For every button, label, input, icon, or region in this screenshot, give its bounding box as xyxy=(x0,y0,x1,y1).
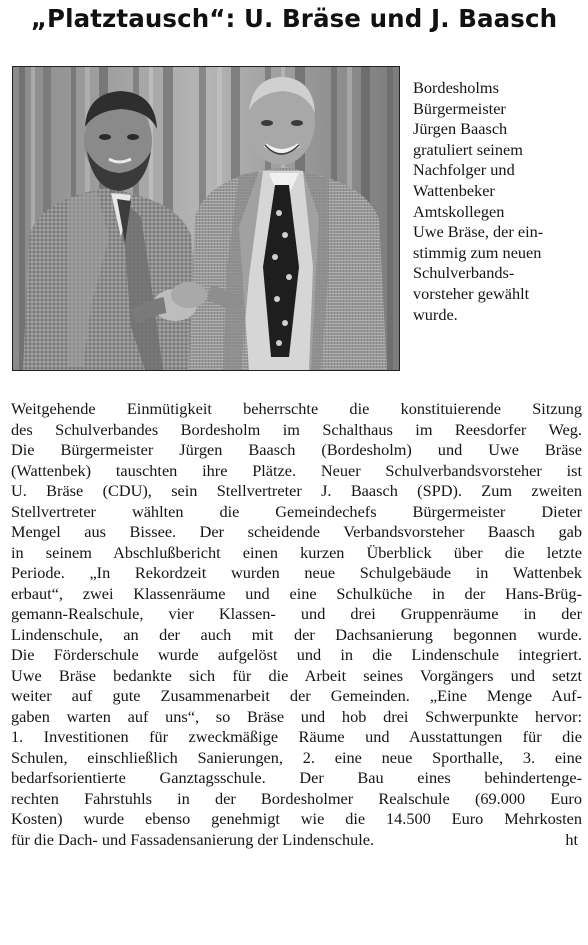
photo-two-men-handshake xyxy=(13,67,399,370)
article-line: Die Förderschule wurde aufgelöst und in die Lindenschule integriert. xyxy=(11,645,582,664)
article-line: Lindenschule, an der auch mit der Dachsanierung begonnen wurde. xyxy=(11,624,582,644)
caption-line: Schulverbands- xyxy=(413,263,515,283)
article-line: Schulen, einschließlich Sanierungen, 2. eine neue Sporthalle, 3. eine xyxy=(11,747,582,767)
caption-line: wurde. xyxy=(413,304,458,324)
caption-line: Uwe Bräse, der ein- xyxy=(413,222,544,242)
article-headline: „Platztausch“: U. Bräse und J. Baasch xyxy=(30,4,558,33)
article-line: weiter auf gute Zusammenarbeit der Gemeinden. „Eine Menge Auf- xyxy=(11,686,582,705)
article-line: Stellvertreter wählten die Gemeindechefs Bürgermeister Dieter xyxy=(11,501,582,521)
article-line: (Wattenbek) tauschten ihre Plätze. Neuer Schulverbandsvorsteher ist xyxy=(11,460,582,480)
article-line: Uwe Bräse bedankte sich für die Arbeit seines Vorgängers und setzt xyxy=(11,665,582,685)
caption-line: stimmig zum neuen xyxy=(413,242,542,262)
caption-line: Jürgen Baasch xyxy=(413,119,508,139)
photo-caption xyxy=(413,78,588,325)
article-line: erbaut“, zwei Klassenräume und eine Schulküche in der Hans-Brüg- xyxy=(11,583,582,603)
caption-line: Nachfolger und xyxy=(413,160,515,180)
article-line: bedarfsorientierte Ganztagsschule. Der Bau eines behindertenge- xyxy=(11,768,582,787)
article-line: in seinem Abschlußbericht einen kurzen Überblick über die letzte xyxy=(11,542,582,562)
article-line: des Schulverbandes Bordesholm im Schalthaus im Reesdorfer Weg. xyxy=(11,419,582,439)
article-line: 1. Investitionen für zweckmäßige Räume und Ausstattungen für die xyxy=(11,727,582,746)
article-photo xyxy=(12,66,400,371)
caption-line: gratuliert seinem xyxy=(413,139,523,159)
article-line xyxy=(11,830,582,851)
article-line: Kosten) wurde ebenso genehmigt wie die 14.500 Euro Mehrkosten xyxy=(11,809,582,828)
caption-line: Bordesholms xyxy=(413,78,499,97)
article-body xyxy=(11,399,582,850)
article-line: rechten Fahrstuhls in der Bordesholmer Realschule (69.000 Euro xyxy=(11,788,582,808)
article-line: U. Bräse (CDU), sein Stellvertreter J. Baasch (SPD). Zum zweiten xyxy=(11,481,582,500)
article-line: Mengel aus Bissee. Der scheidende Verbandsvorsteher Baasch gab xyxy=(11,522,582,541)
caption-line: Amtskollegen xyxy=(413,201,505,221)
author-initials: ht xyxy=(565,829,578,849)
caption-line: vorsteher gewählt xyxy=(413,283,530,303)
article-line: Periode. „In Rekordzeit wurden neue Schulgebäude in Wattenbek xyxy=(11,563,582,582)
caption-line: Bürgermeister xyxy=(413,98,506,118)
article-last-line-text: für die Dach- und Fassadensanierung der Lindenschule. xyxy=(11,829,375,849)
article-line: gaben warten auf uns“, so Bräse und hob drei Schwerpunkte hervor: xyxy=(11,706,582,726)
article-line: Weitgehende Einmütigkeit beherrschte die konstituierende Sitzung xyxy=(11,399,582,418)
article-line: gemann-Realschule, vier Klassen- und drei Gruppenräume in der xyxy=(11,604,582,623)
caption-line: Wattenbeker xyxy=(413,180,495,200)
article-line: Die Bürgermeister Jürgen Baasch (Bordesholm) und Uwe Bräse xyxy=(11,440,582,459)
